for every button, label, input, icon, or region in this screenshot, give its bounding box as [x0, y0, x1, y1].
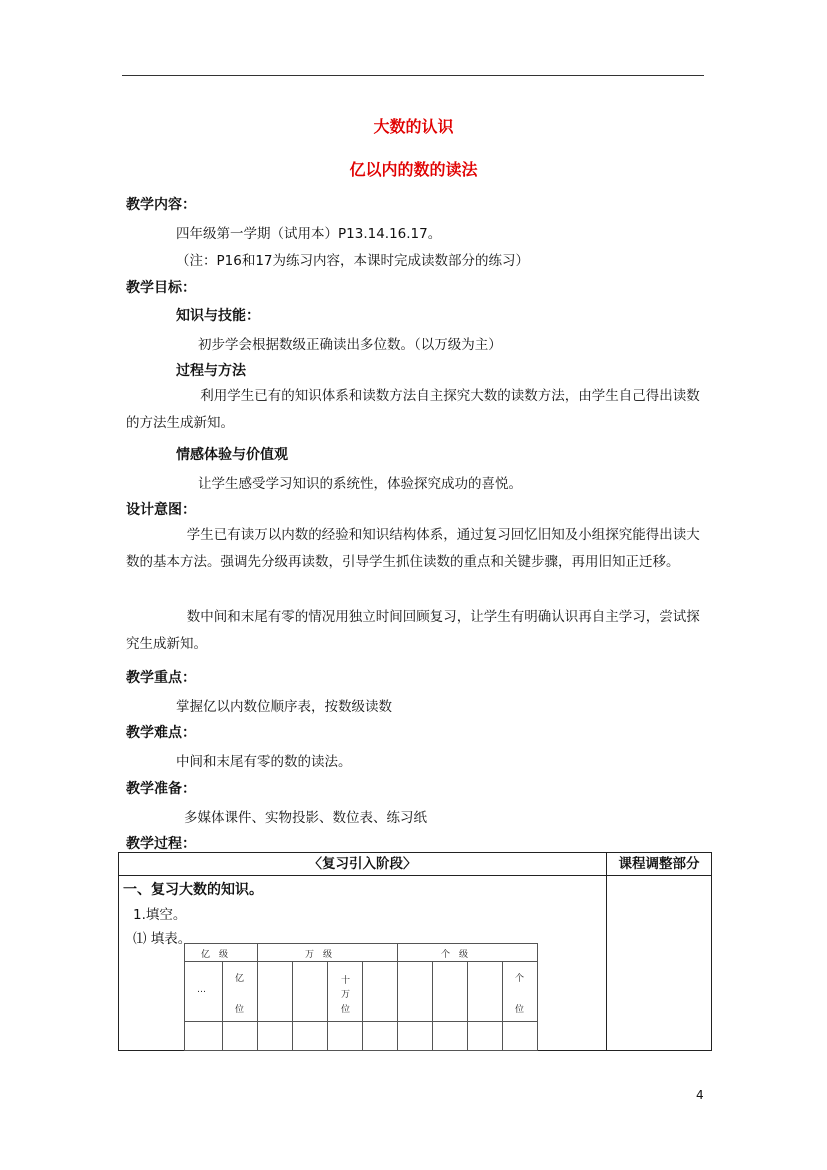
process-heading: 教学过程： — [126, 836, 196, 852]
prep-heading: 教学准备： — [126, 781, 196, 797]
place-value-table — [184, 943, 538, 1051]
design-heading: 设计意图： — [126, 502, 196, 518]
knowledge-heading: 知识与技能： — [176, 308, 260, 324]
process-method-heading: 过程与方法 — [176, 363, 246, 379]
yi-place-char-1: 亿 — [235, 974, 245, 984]
ge-level-label: 个 级 — [441, 950, 469, 960]
process-method-text: 利用学生已有的知识体系和读数方法自主探究大数的读数方法，由学生自己得出读数的方法生成新知。 — [126, 388, 700, 431]
yi-place-char-2: 位 — [235, 1005, 245, 1015]
difficulty-text: 中间和末尾有零的数的读法。 — [176, 754, 352, 770]
content-line-1: 四年级第一学期（试用本）P13.14.16.17。 — [176, 226, 442, 242]
content-line-2: （注：P16和17为练习内容，本课时完成读数部分的练习） — [176, 253, 529, 269]
emotion-heading: 情感体验与价值观 — [176, 447, 288, 463]
design-paragraph-1: 学生已有读万以内数的经验和知识结构体系，通过复习回忆旧知及小组探究能得出读大数的基本方法。强调先分级再读数，引导学生抓住读数的重点和关键步骤，再用旧知正迁移。 — [126, 527, 700, 570]
emotion-text: 让学生感受学习知识的系统性，体验探究成功的喜悦。 — [198, 476, 522, 492]
process-adjust-cell — [607, 876, 712, 1051]
process-item-2: ⑴ 填表。 — [133, 931, 192, 947]
shiwan-place-char-1: 十 — [341, 976, 351, 986]
process-col-stage: 〈复习引入阶段〉 — [119, 853, 607, 876]
shiwan-place-char-3: 位 — [341, 1005, 351, 1015]
document-subtitle: 亿以内的数的读法 — [349, 160, 478, 179]
shiwan-place-char-2: 万 — [341, 990, 351, 1000]
design-paragraph-2: 数中间和末尾有零的情况用独立时间回顾复习，让学生有明确认识再自主学习，尝试探究生成新知。 — [126, 609, 700, 652]
prep-text: 多媒体课件、实物投影、数位表、练习纸 — [184, 810, 427, 826]
process-col-adjust: 课程调整部分 — [607, 853, 712, 876]
key-heading: 教学重点： — [126, 670, 196, 686]
process-item-1: 1.填空。 — [133, 907, 187, 923]
wan-level-label: 万 级 — [305, 950, 333, 960]
process-section-title: 一、复习大数的知识。 — [123, 882, 263, 898]
page-number: 4 — [696, 1088, 704, 1102]
goals-heading: 教学目标： — [126, 280, 196, 296]
key-text: 掌握亿以内数位顺序表，按数级读数 — [176, 699, 392, 715]
document-title: 大数的认识 — [373, 117, 454, 136]
difficulty-heading: 教学难点： — [126, 725, 196, 741]
yi-level-label: 亿 级 — [201, 950, 229, 960]
ge-place-char-1: 个 — [515, 974, 525, 984]
ge-place-char-2: 位 — [515, 1005, 525, 1015]
ellipsis-cell: … — [197, 985, 206, 995]
content-heading: 教学内容： — [126, 197, 196, 213]
header-rule — [122, 75, 704, 76]
knowledge-text: 初步学会根据数级正确读出多位数。（以万级为主） — [198, 337, 502, 353]
